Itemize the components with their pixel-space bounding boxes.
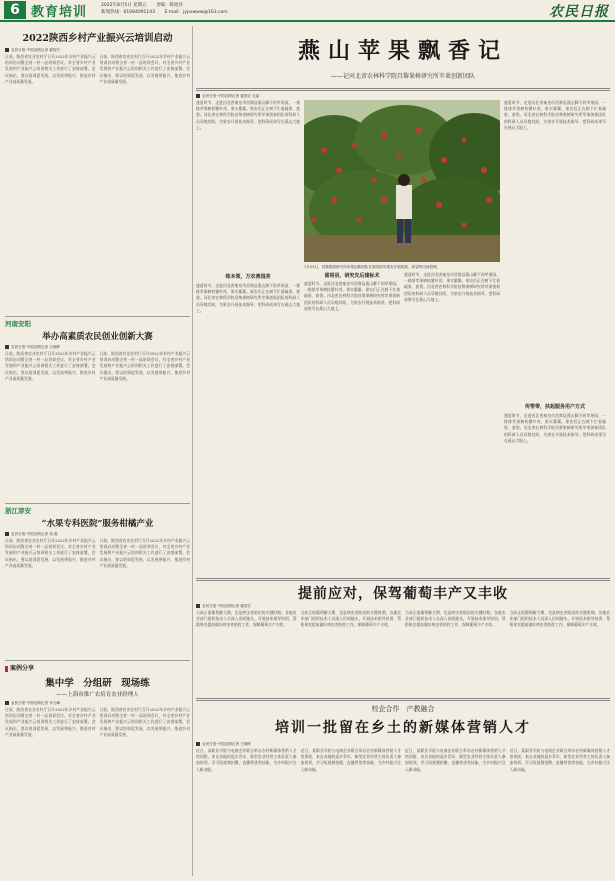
story4-text: 日前，陕西省农业农村厅召开2022年乡村产业振兴云培训启动暨全省一村一品培训会议，对全省乡村产业发展和产业振兴云培训相关工作进行了安排部署。会议指出，要以培训促发展，以发展带振兴，推进乡村产业高质量发展。 bbox=[5, 707, 96, 737]
media-text: 近日，某职业学院与电商企业联合举办农村新媒体营销人才培训班，来自各地的返乡青年、新型农业经营主体负责人参加培训，学习短视频拍摄、直播带货等技能，为乡村振兴注入新动能。 bbox=[196, 748, 297, 772]
page-header bbox=[0, 0, 615, 22]
feature-col-2-text bbox=[304, 272, 500, 562]
grape-text: 当前正值葡萄膨大期，也是病虫害防治的关键时期。各地农业部门组织技术人员深入田间地头，开展技术指导培训，帮助果农提前做好病虫害防控工作，保障葡萄丰产丰收。 bbox=[196, 610, 297, 628]
story3-text: 日前，陕西省农业农村厅召开2022年乡村产业振兴云培训启动暨全省一村一品培训会议，对全省乡村产业发展和产业振兴云培训相关工作进行了安排部署。会议指出，要以培训促发展，以发展带振兴，推进乡村产业高质量发展。 bbox=[99, 538, 190, 568]
byline-bullet-icon bbox=[5, 701, 9, 705]
media-kicker: 校企合作 产教融合 bbox=[371, 705, 435, 713]
divider bbox=[5, 503, 190, 504]
photo-caption: 7月23日，昌黎果树研究所苹果创新团队在果园指导果农开展疏果、套袋等田间管理。 bbox=[304, 265, 441, 269]
lead-article-text: 日前，陕西省农业农村厅召开2022年乡村产业振兴云培训启动暨全省一村一品培训会议，对全省乡村产业发展和产业振兴云培训相关工作进行了安排部署。会议指出，要以培训促发展，以发展带振兴，推进乡村产业高质量发展。 bbox=[99, 54, 190, 84]
media-text: 近日，某职业学院与电商企业联合举办农村新媒体营销人才培训班，来自各地的返乡青年、新型农业经营主体负责人参加培训，学习短视频拍摄、直播带货等技能，为乡村振兴注入新动能。 bbox=[405, 748, 506, 772]
byline-bullet-icon bbox=[5, 532, 9, 536]
story4-body bbox=[5, 707, 190, 881]
media-text: 近日，某职业学院与电商企业联合举办农村新媒体营销人才培训班，来自各地的返乡青年、新型农业经营主体负责人参加培训，学习短视频拍摄、直播带货等技能，为乡村振兴注入新动能。 bbox=[300, 748, 401, 772]
feature-title-block bbox=[196, 26, 610, 88]
feature-section-head: 富裕县，研究先后建标术 bbox=[324, 273, 380, 279]
story2-title: 举办高素质农民创业创新大赛 bbox=[42, 332, 153, 342]
feature-title: 燕山苹果飘香记 bbox=[297, 38, 508, 64]
feature-subcol bbox=[304, 272, 400, 562]
story4-text: 日前，陕西省农业农村厅召开2022年乡村产业振兴云培训启动暨全省一村一品培训会议，对全省乡村产业发展和产业振兴云培训相关工作进行了安排部署。会议指出，要以培训促发展，以发展带振兴，推进乡村产业高质量发展。 bbox=[99, 707, 190, 737]
story2-text: 日前，陕西省农业农村厅召开2022年乡村产业振兴云培训启动暨全省一村一品培训会议，对全省乡村产业发展和产业振兴云培训相关工作进行了安排部署。会议指出，要以培训促发展，以发展带振兴，推进乡村产业高质量发展。 bbox=[5, 351, 96, 381]
story3-title: “水果专科医院”服务柑橘产业 bbox=[41, 519, 154, 529]
issue-date: 2022年8月5日 星期五 bbox=[101, 3, 147, 9]
contact-email: E-mail：jypxwww@163.com bbox=[164, 10, 228, 15]
newspaper-logo: 农民日报 bbox=[549, 4, 609, 20]
story3-text: 日前，陕西省农业农村厅召开2022年乡村产业振兴云培训启动暨全省一村一品培训会议，对全省乡村产业发展和产业振兴云培训相关工作进行了安排部署。会议指出，要以培训促发展，以发展带振兴，推进乡村产业高质量发展。 bbox=[5, 538, 96, 568]
feature-subtitle: ——记河北省农林科学院昌黎果树研究所苹果创新团队 bbox=[330, 73, 475, 80]
case-label: 案例分享 bbox=[5, 663, 190, 672]
divider bbox=[5, 316, 190, 317]
section-title: 教育培训 bbox=[31, 4, 88, 20]
story2-byline: 农民日报·中国农网记者 王晓晖 bbox=[5, 344, 190, 351]
media-byline: 农民日报·中国农网记者 王晓晖 bbox=[196, 741, 610, 748]
feature-byline: 农民日报·中国农网记者 翟智宏 毛晶 bbox=[196, 93, 610, 100]
divider bbox=[5, 660, 190, 661]
feature-text: 盛夏时节，走进河北省秦皇市昌黎县燕山脚下的苹果园，一排排苹果树枝繁叶茂，果实累累。果农们正在树下忙着疏果、套袋。河北省农林科学院昌黎果树研究所苹果创新团队的科研人员穿梭其间，为果农开展技术指导，把科研成果写在燕山大地上。 bbox=[504, 413, 606, 443]
section-marker-icon bbox=[5, 666, 8, 672]
orchard-photo bbox=[304, 100, 500, 262]
feature-section-head: 练本领，万农善园美 bbox=[225, 274, 271, 280]
feature-text: 盛夏时节，走进河北省秦皇市昌黎县燕山脚下的苹果园，一排排苹果树枝繁叶茂，果实累累。果农们正在树下忙着疏果、套袋。河北省农林科学院昌黎果树研究所苹果创新团队的科研人员穿梭其间，为果农开展技术指导，把科研成果写在燕山大地上。 bbox=[404, 272, 500, 302]
feature-col-1 bbox=[196, 100, 300, 570]
left-column bbox=[5, 26, 190, 876]
feature-text: 盛夏时节，走进河北省秦皇市昌黎县燕山脚下的苹果园，一排排苹果树枝繁叶茂，果实累累。果农们正在树下忙着疏果、套袋。河北省农林科学院昌黎果树研究所苹果创新团队的科研人员穿梭其间，为果农开展技术指导，把科研成果写在燕山大地上。 bbox=[504, 100, 606, 130]
region-label: 河南安阳 bbox=[5, 320, 31, 328]
grape-text: 当前正值葡萄膨大期，也是病虫害防治的关键时期。各地农业部门组织技术人员深入田间地头，开展技术指导培训，帮助果农提前做好病虫害防控工作，保障葡萄丰产丰收。 bbox=[509, 610, 610, 628]
grape-title: 提前应对，保驾葡萄丰产又丰收 bbox=[298, 586, 508, 602]
grape-byline: 农民日报·中国农网记者 翟智宏 bbox=[196, 603, 610, 610]
grape-text: 当前正值葡萄膨大期，也是病虫害防治的关键时期。各地农业部门组织技术人员深入田间地头，开展技术指导培训，帮助果农提前做好病虫害防控工作，保障葡萄丰产丰收。 bbox=[300, 610, 401, 628]
byline-bullet-icon bbox=[196, 94, 200, 98]
feature-text: 盛夏时节，走进河北省秦皇市昌黎县燕山脚下的苹果园，一排排苹果树枝繁叶茂，果实累累。果农们正在树下忙着疏果、套袋。河北省农林科学院昌黎果树研究所苹果创新团队的科研人员穿梭其间，为果农开展技术指导，把科研成果写在燕山大地上。 bbox=[196, 100, 300, 130]
feature-col-3 bbox=[504, 100, 606, 570]
feature-text: 盛夏时节，走进河北省秦皇市昌黎县燕山脚下的苹果园，一排排苹果树枝繁叶茂，果实累累。果农们正在树下忙着疏果、套袋。河北省农林科学院昌黎果树研究所苹果创新团队的科研人员穿梭其间，为果农开展技术指导，把科研成果写在燕山大地上。 bbox=[196, 283, 300, 313]
media-article bbox=[196, 698, 610, 876]
grape-body bbox=[196, 610, 610, 690]
feature-subcol bbox=[404, 272, 500, 562]
byline-bullet-icon bbox=[5, 345, 9, 349]
byline-bullet-icon bbox=[5, 48, 9, 52]
grape-article bbox=[196, 578, 610, 698]
story3-byline: 农民日报·中国农网记者 周 磊 bbox=[5, 531, 190, 538]
page-number: 6 bbox=[4, 1, 26, 19]
section-rule bbox=[196, 698, 610, 701]
story4-subtitle: ——上海市推广农培育农业经理人 bbox=[56, 692, 139, 698]
story2-body bbox=[5, 351, 190, 501]
news-hotline: 新闻热线：01084091143 bbox=[101, 10, 156, 15]
feature-body bbox=[196, 100, 610, 570]
lead-article-text: 日前，陕西省农业农村厅召开2022年乡村产业振兴云培训启动暨全省一村一品培训会议，对全省乡村产业发展和产业振兴云培训相关工作进行了安排部署。会议指出，要以培训促发展，以发展带振兴，推进乡村产业高质量发展。 bbox=[5, 54, 96, 84]
grape-text: 当前正值葡萄膨大期，也是病虫害防治的关键时期。各地农业部门组织技术人员深入田间地头，开展技术指导培训，帮助果农提前做好病虫害防控工作，保障葡萄丰产丰收。 bbox=[405, 610, 506, 628]
title-rule bbox=[196, 88, 610, 91]
media-text: 近日，某职业学院与电商企业联合举办农村新媒体营销人才培训班，来自各地的返乡青年、新型农业经营主体负责人参加培训，学习短视频拍摄、直播带货等技能，为乡村振兴注入新动能。 bbox=[509, 748, 610, 772]
lead-article-body bbox=[5, 54, 190, 314]
byline-bullet-icon bbox=[196, 742, 200, 746]
media-title: 培训一批留在乡土的新媒体营销人才 bbox=[275, 720, 531, 736]
region-label: 浙江淳安 bbox=[5, 507, 31, 515]
feature-text: 盛夏时节，走进河北省秦皇市昌黎县燕山脚下的苹果园，一排排苹果树枝繁叶茂，果实累累。果农们正在树下忙着疏果、套袋。河北省农林科学院昌黎果树研究所苹果创新团队的科研人员穿梭其间，为果农开展技术指导，把科研成果写在燕山大地上。 bbox=[304, 281, 400, 311]
feature-article bbox=[196, 26, 610, 571]
header-meta bbox=[101, 3, 236, 17]
media-body bbox=[196, 748, 610, 868]
editor-name: 责编：陈旭亮 bbox=[156, 3, 184, 9]
lead-article-byline: 农民日报·中国农网记者 翟智宏 bbox=[5, 47, 190, 54]
byline-bullet-icon bbox=[196, 604, 200, 608]
lead-article-title: 2022陕西乡村产业振兴云培训启动 bbox=[22, 33, 173, 44]
story2-text: 日前，陕西省农业农村厅召开2022年乡村产业振兴云培训启动暨全省一村一品培训会议，对全省乡村产业发展和产业振兴云培训相关工作进行了安排部署。会议指出，要以培训促发展，以发展带振兴，推进乡村产业高质量发展。 bbox=[99, 351, 190, 381]
section-rule bbox=[196, 578, 610, 581]
story4-title: 集中学 分组研 现场练 bbox=[45, 678, 150, 689]
column-divider bbox=[192, 26, 193, 876]
story4-byline: 农民日报·中国农网记者 李文峰 bbox=[5, 700, 190, 707]
story3-body bbox=[5, 538, 190, 658]
feature-section-head: 传帮带，扶起服务用户方式 bbox=[524, 404, 585, 410]
